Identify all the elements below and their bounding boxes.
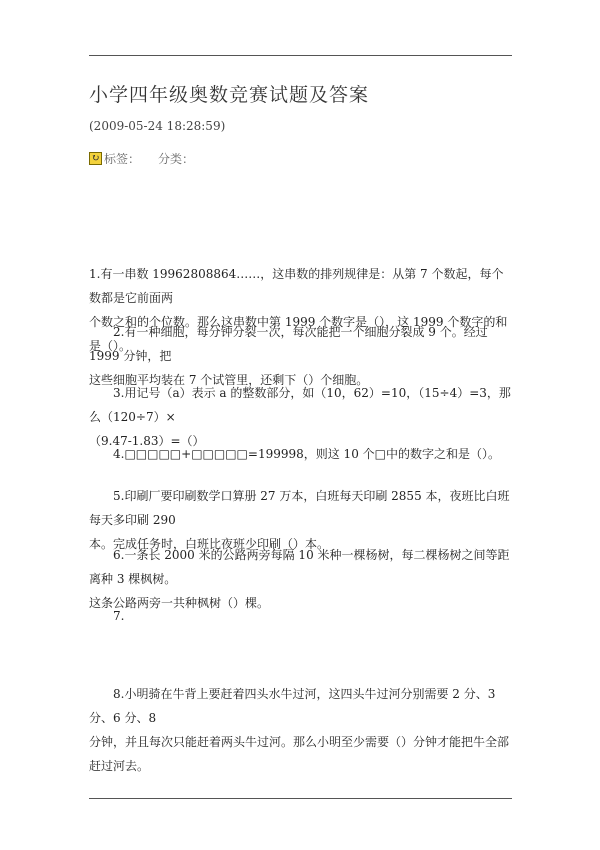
question-5-line2: 本。完成任务时，白班比夜班少印刷（）本。 [89,537,330,551]
category-label: 分类： [158,152,195,166]
question-1-line1: 1.有一串数 19962808864……，这串数的排列规律是：从第 7 个数起，每个数都是它前面两 [89,267,504,305]
header-rule [89,55,512,56]
question-8-line2: 分钟，并且每次只能赶着两头牛过河。那么小明至少需要（）分钟才能把牛全部赶过河去。 [89,735,510,773]
question-3-line1: 3.用记号（a）表示 a 的整数部分，如（10，62）=10，（15÷4）=3，那么（120÷7）× [89,386,511,424]
question-1-line2: 个数之和的个位数。那么这串数中第 1999 个数字是（），这 1999 个数字的和是（）。 [89,315,508,353]
question-6-line1: 6.一条长 2000 米的公路两旁每隔 10 米种一棵杨树，每二棵杨树之间等距离种 3 棵枫树。 [89,548,510,586]
tags-label: 标签： [104,152,141,166]
question-3-line2: （9.47-1.83）=（） [89,434,205,448]
question-2-line2: 这些细胞平均装在 7 个试管里，还剩下（）个细胞。 [89,373,369,387]
question-4 [89,442,512,466]
footer-rule [89,798,512,799]
question-5-line1: 5.印刷厂要印刷数学口算册 27 万本，白班每天印刷 2855 本，夜班比白班每天多印刷 290 [89,489,510,527]
question-6-line2: 这条公路两旁一共种枫树（）棵。 [89,596,270,610]
question-8 [89,682,512,778]
tag-icon[interactable]: ↻ [89,152,102,165]
question-2-line1: 2.有一种细胞，每分钟分裂一次，每次能把一个细胞分裂成 9 个。经过 1999 分钟，把 [89,325,488,363]
question-4-line1: 4.□□□□□+□□□□□=199998，则这 10 个□中的数字之和是（）。 [113,447,500,461]
tag-bar [89,150,194,167]
question-7-line1: 7. [113,609,125,623]
question-7 [89,604,512,628]
question-8-line1: 8.小明骑在牛背上要赶着四头水牛过河，这四头牛过河分别需要 2 分、3 分、6 分、8 [89,687,496,725]
page-title: 小学四年级奥数竞赛试题及答案 [89,84,370,106]
post-date: (2009-05-24 18:28:59) [89,119,226,133]
